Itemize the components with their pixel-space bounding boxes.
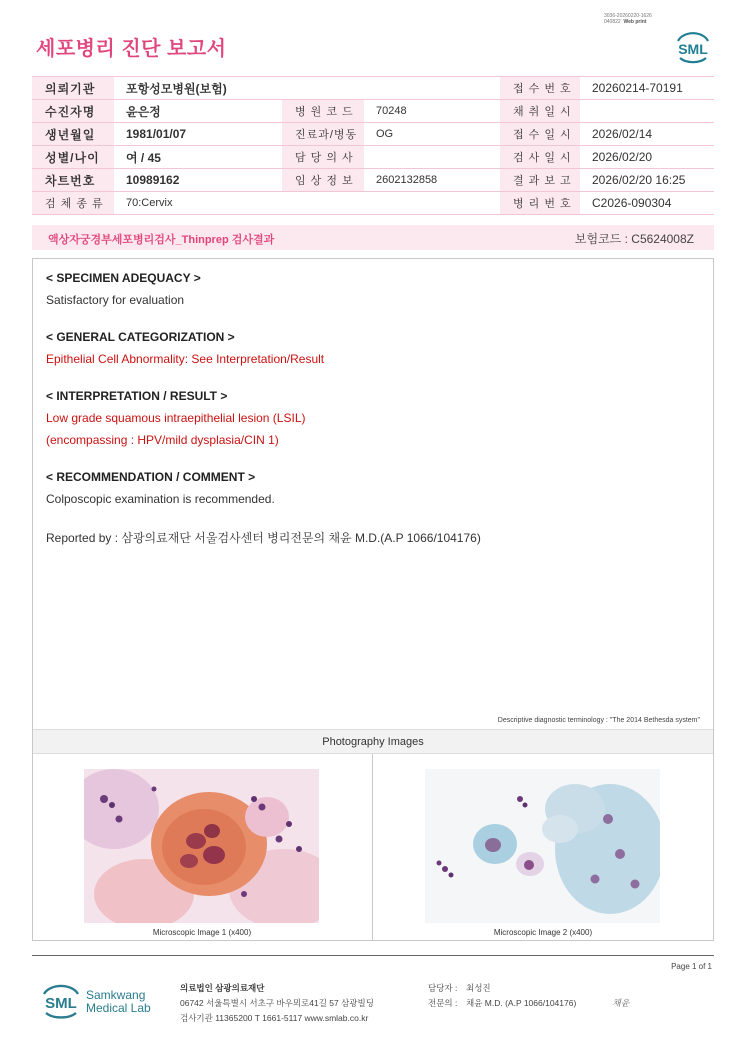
report-box bbox=[32, 258, 714, 941]
print-meta bbox=[604, 13, 652, 25]
info-row bbox=[32, 192, 714, 215]
label-hospital-code: 병 원 코 드 bbox=[282, 100, 364, 123]
test-name: 액상자궁경부세포병리검사_Thinprep 검사결과 bbox=[48, 234, 275, 246]
print-meta-line2b: Web print bbox=[623, 19, 647, 25]
specialist-label: 전문의 : bbox=[428, 998, 458, 1008]
label-accession-number: 접 수 번 호 bbox=[500, 77, 580, 100]
label-collection-date: 채 취 일 시 bbox=[500, 100, 580, 123]
page-title: 세포병리 진단 보고서 bbox=[36, 38, 227, 60]
label-sex-age: 성별/나이 bbox=[32, 146, 114, 169]
sml-logo-text: SML bbox=[678, 41, 708, 57]
microscopic-image-1 bbox=[84, 769, 319, 923]
organization-name: 의료법인 삼광의료재단 bbox=[180, 983, 265, 993]
value-specimen-type: 70:Cervix bbox=[114, 192, 500, 215]
info-row bbox=[32, 100, 714, 123]
label-chart-number: 차트번호 bbox=[32, 169, 114, 192]
value-collection-date bbox=[580, 100, 714, 123]
value-hospital-code: 70248 bbox=[364, 100, 500, 123]
value-receipt-date: 2026/02/14 bbox=[580, 123, 714, 146]
value-chart-number: 10989162 bbox=[114, 169, 282, 192]
microscopic-image-2 bbox=[425, 769, 660, 923]
label-pathology-number: 병 리 번 호 bbox=[500, 192, 580, 215]
terminology-note: Descriptive diagnostic terminology : "The 2014 Bethesda system" bbox=[497, 717, 700, 724]
value-accession-number: 20260214-70191 bbox=[580, 77, 714, 100]
general-categorization-heading: < GENERAL CATEGORIZATION > bbox=[46, 330, 235, 344]
responsible-persons bbox=[428, 981, 576, 1011]
signature: 채윤 bbox=[612, 998, 630, 1008]
label-patient-name: 수진자명 bbox=[32, 100, 114, 123]
reported-by: Reported by : 삼광의료재단 서울검사센터 병리전문의 채윤 M.D.(A.P 1066/104176) bbox=[46, 531, 481, 545]
info-row bbox=[32, 169, 714, 192]
photo-caption-2: Microscopic Image 2 (x400) bbox=[493, 928, 593, 937]
footer-divider bbox=[32, 955, 714, 956]
value-physician bbox=[364, 146, 500, 169]
value-department: OG bbox=[364, 123, 500, 146]
info-row bbox=[32, 77, 714, 100]
info-row bbox=[32, 146, 714, 169]
interpretation-line2: (encompassing : HPV/mild dysplasia/CIN 1) bbox=[46, 433, 279, 447]
organization-address: 06742 서울특별시 서초구 바우뫼로41길 57 삼광빌딩 bbox=[180, 998, 374, 1008]
print-meta-line2a: 040822 bbox=[604, 19, 621, 25]
label-result-report: 결 과 보 고 bbox=[500, 169, 580, 192]
lab-name bbox=[86, 989, 151, 1015]
sml-footer-logo bbox=[38, 980, 84, 1020]
recommendation-heading: < RECOMMENDATION / COMMENT > bbox=[46, 470, 256, 484]
photo-divider bbox=[372, 754, 373, 941]
value-sex-age: 여 / 45 bbox=[114, 146, 282, 169]
value-requesting-institution: 포항성모병원(보험) bbox=[114, 77, 500, 100]
photography-images-heading: Photography Images bbox=[33, 729, 713, 754]
label-test-date: 검 사 일 시 bbox=[500, 146, 580, 169]
page-number: Page 1 of 1 bbox=[671, 962, 712, 971]
print-meta-line1: 3036-20260220-1626 bbox=[604, 13, 652, 19]
sml-logo bbox=[672, 27, 714, 65]
test-header-bar bbox=[32, 225, 714, 250]
label-receipt-date: 접 수 일 시 bbox=[500, 123, 580, 146]
insurance-code: 보험코드 : C5624008Z bbox=[574, 232, 694, 246]
specialist-name: 채윤 M.D. (A.P 1066/104176) bbox=[466, 998, 577, 1008]
label-physician: 담 당 의 사 bbox=[282, 146, 364, 169]
value-patient-name: 윤은정 bbox=[114, 100, 282, 123]
label-requesting-institution: 의뢰기관 bbox=[32, 77, 114, 100]
label-clinical-info: 임 상 정 보 bbox=[282, 169, 364, 192]
organization-contact: 검사기관 11365200 T 1661-5117 www.smlab.co.kr bbox=[180, 1013, 369, 1023]
patient-info-table bbox=[32, 76, 714, 215]
interpretation-line1: Low grade squamous intraepithelial lesion (LSIL) bbox=[46, 411, 306, 425]
value-pathology-number: C2026-090304 bbox=[580, 192, 714, 215]
specimen-adequacy-text: Satisfactory for evaluation bbox=[46, 293, 185, 307]
info-row bbox=[32, 123, 714, 146]
value-test-date: 2026/02/20 bbox=[580, 146, 714, 169]
value-clinical-info: 2602132858 bbox=[364, 169, 500, 192]
value-result-report: 2026/02/20 16:25 bbox=[580, 169, 714, 192]
specimen-adequacy-heading: < SPECIMEN ADEQUACY > bbox=[46, 271, 201, 285]
general-categorization-text: Epithelial Cell Abnormality: See Interpretation/Result bbox=[46, 352, 325, 366]
photo-caption-1: Microscopic Image 1 (x400) bbox=[152, 928, 252, 937]
recommendation-text: Colposcopic examination is recommended. bbox=[46, 492, 275, 506]
label-specimen-type: 검 체 종 류 bbox=[32, 192, 114, 215]
sml-footer-logo-text: SML bbox=[45, 995, 77, 1012]
lab-name-line1: Samkwang bbox=[86, 988, 146, 1002]
manager-name: 최성진 bbox=[466, 983, 491, 993]
label-birth-date: 생년월일 bbox=[32, 123, 114, 146]
label-department: 진료과/병동 bbox=[282, 123, 364, 146]
value-birth-date: 1981/01/07 bbox=[114, 123, 282, 146]
organization-info bbox=[180, 981, 374, 1026]
interpretation-heading: < INTERPRETATION / RESULT > bbox=[46, 389, 228, 403]
lab-name-line2: Medical Lab bbox=[86, 1001, 151, 1015]
manager-label: 담당자 : bbox=[428, 983, 458, 993]
